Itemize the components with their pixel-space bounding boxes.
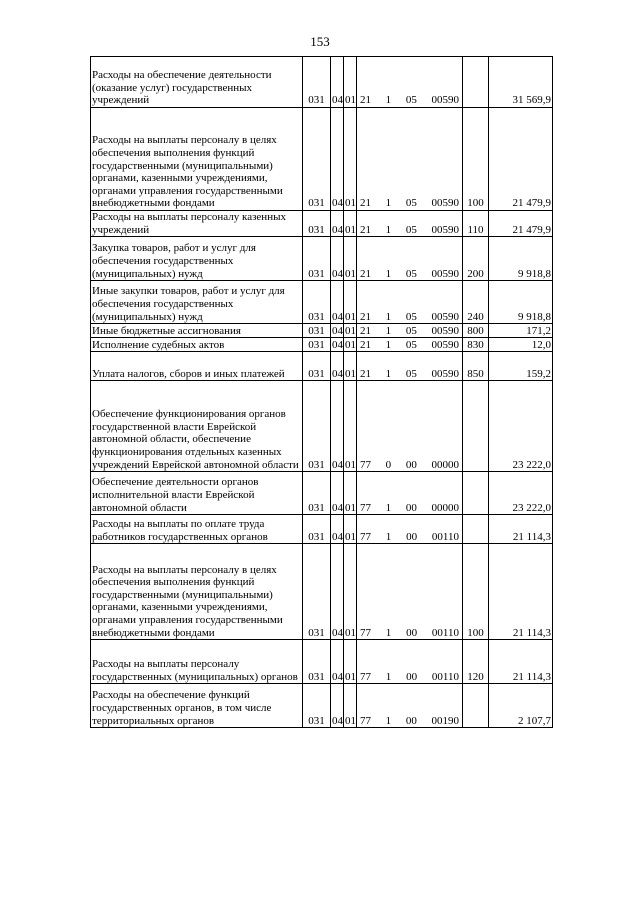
amount: 12,0 bbox=[489, 338, 553, 352]
target-expense-part: 00190 bbox=[431, 714, 459, 727]
target-program-code bbox=[357, 544, 463, 640]
amount: 159,2 bbox=[489, 352, 553, 381]
section-code: 04 bbox=[331, 684, 344, 728]
target-expense-part: 00590 bbox=[431, 94, 459, 107]
table-row bbox=[91, 324, 553, 338]
subsection-code: 01 bbox=[344, 352, 357, 381]
target-subprogram-part: 1 bbox=[385, 310, 392, 323]
admin-code: 031 bbox=[303, 515, 331, 544]
budget-table-body bbox=[91, 57, 553, 728]
target-expense-part: 00590 bbox=[431, 223, 459, 236]
row-description: Иные закупки товаров, работ и услуг для обеспечения государственных (муниципальных) нужд bbox=[91, 281, 303, 324]
table-row bbox=[91, 57, 553, 108]
expense-type-code: 830 bbox=[463, 338, 489, 352]
amount: 9 918,8 bbox=[489, 237, 553, 281]
expense-type-code: 800 bbox=[463, 324, 489, 338]
subsection-code: 01 bbox=[344, 381, 357, 472]
amount: 21 114,3 bbox=[489, 515, 553, 544]
target-program-part: 77 bbox=[360, 714, 371, 727]
row-description: Закупка товаров, работ и услуг для обеспечения государственных (муниципальных) нужд bbox=[91, 237, 303, 281]
row-description: Расходы на выплаты персоналу в целях обеспечения выполнения функций государственными (муниципальными) органами, казенными учреждениями, органами управления государственными внебюджетными фондами bbox=[91, 544, 303, 640]
admin-code: 031 bbox=[303, 281, 331, 324]
row-description: Расходы на обеспечение функций государственных органов, в том числе территориальных органов bbox=[91, 684, 303, 728]
table-row bbox=[91, 211, 553, 237]
table-row bbox=[91, 472, 553, 515]
target-program-code bbox=[357, 211, 463, 237]
target-direction-part: 00 bbox=[405, 501, 417, 514]
section-code: 04 bbox=[331, 108, 344, 211]
admin-code: 031 bbox=[303, 472, 331, 515]
row-description: Расходы на выплаты персоналу в целях обеспечения выполнения функций государственными (муниципальными) органами, казенными учреждениями, органами управления государственными внебюджетными фондами bbox=[91, 108, 303, 211]
subsection-code: 01 bbox=[344, 57, 357, 108]
section-code: 04 bbox=[331, 544, 344, 640]
subsection-code: 01 bbox=[345, 324, 356, 337]
target-direction-part: 05 bbox=[405, 223, 417, 236]
table-row bbox=[91, 281, 553, 324]
row-description: Исполнение судебных актов bbox=[91, 338, 303, 352]
target-expense-part: 00000 bbox=[431, 501, 459, 514]
admin-code: 031 bbox=[303, 237, 331, 281]
row-description: Расходы на выплаты персоналу казенных учреждений bbox=[91, 211, 303, 237]
table-row bbox=[91, 684, 553, 728]
section-code: 04 bbox=[331, 57, 344, 108]
target-program-code bbox=[357, 108, 463, 211]
admin-code: 031 bbox=[303, 57, 331, 108]
admin-code: 031 bbox=[303, 108, 331, 211]
expense-type-code: 100 bbox=[463, 544, 489, 640]
target-program-part: 21 bbox=[360, 197, 371, 210]
target-expense-part: 00590 bbox=[431, 367, 459, 380]
target-program-code bbox=[357, 472, 463, 515]
target-expense-part: 00110 bbox=[431, 670, 459, 683]
target-expense-part: 00590 bbox=[431, 197, 459, 210]
admin-code: 031 bbox=[303, 211, 331, 237]
amount: 21 479,9 bbox=[489, 108, 553, 211]
subsection-code: 01 bbox=[345, 338, 356, 351]
target-program-part: 77 bbox=[360, 530, 371, 543]
admin-code: 031 bbox=[303, 640, 331, 684]
section-code: 04 bbox=[332, 324, 343, 337]
subsection-code: 01 bbox=[344, 108, 357, 211]
expense-type-code bbox=[463, 515, 489, 544]
expense-type-code: 100 bbox=[463, 108, 489, 211]
target-expense-part: 00590 bbox=[431, 310, 459, 323]
expense-type-code bbox=[463, 472, 489, 515]
admin-code: 031 bbox=[303, 684, 331, 728]
target-subprogram-part: 1 bbox=[385, 338, 392, 351]
section-code: 04 bbox=[331, 381, 344, 472]
table-row bbox=[91, 544, 553, 640]
target-program-code bbox=[357, 684, 463, 728]
target-subprogram-part: 1 bbox=[385, 197, 392, 210]
table-row bbox=[91, 515, 553, 544]
target-expense-part: 00590 bbox=[431, 267, 459, 280]
admin-code: 031 bbox=[303, 324, 331, 338]
section-code: 04 bbox=[331, 352, 344, 381]
subsection-code: 01 bbox=[344, 544, 357, 640]
target-direction-part: 05 bbox=[405, 267, 417, 280]
table-row bbox=[91, 352, 553, 381]
table-row bbox=[91, 381, 553, 472]
target-program-code bbox=[357, 338, 463, 352]
admin-code: 031 bbox=[303, 544, 331, 640]
target-program-part: 77 bbox=[360, 626, 371, 639]
target-expense-part: 00110 bbox=[431, 626, 459, 639]
target-program-code bbox=[357, 281, 463, 324]
expense-type-code bbox=[463, 381, 489, 472]
amount: 2 107,7 bbox=[489, 684, 553, 728]
row-description: Расходы на обеспечение деятельности (оказание услуг) государственных учреждений bbox=[91, 57, 303, 108]
target-subprogram-part: 1 bbox=[385, 267, 392, 280]
target-direction-part: 00 bbox=[406, 670, 418, 683]
amount: 23 222,0 bbox=[489, 381, 553, 472]
amount: 171,2 bbox=[489, 324, 553, 338]
target-direction-part: 00 bbox=[405, 458, 417, 471]
target-subprogram-part: 1 bbox=[385, 626, 392, 639]
target-subprogram-part: 1 bbox=[385, 94, 392, 107]
expense-type-code bbox=[463, 684, 489, 728]
expense-type-code: 120 bbox=[463, 640, 489, 684]
row-description: Иные бюджетные ассигнования bbox=[91, 324, 303, 338]
target-direction-part: 05 bbox=[405, 338, 417, 351]
target-program-code bbox=[357, 515, 463, 544]
expense-type-code: 110 bbox=[463, 211, 489, 237]
section-code: 04 bbox=[331, 237, 344, 281]
subsection-code: 01 bbox=[344, 515, 357, 544]
amount: 23 222,0 bbox=[489, 472, 553, 515]
budget-table bbox=[90, 56, 553, 728]
subsection-code: 01 bbox=[344, 684, 357, 728]
table-row bbox=[91, 108, 553, 211]
target-program-part: 21 bbox=[360, 338, 371, 351]
row-description: Расходы на выплаты персоналу государственных (муниципальных) органов bbox=[91, 640, 303, 684]
target-direction-part: 00 bbox=[406, 530, 418, 543]
target-program-part: 77 bbox=[360, 458, 371, 471]
expense-type-code: 200 bbox=[463, 237, 489, 281]
section-code: 04 bbox=[331, 281, 344, 324]
target-expense-part: 00110 bbox=[431, 530, 459, 543]
admin-code: 031 bbox=[303, 338, 331, 352]
expense-type-code: 850 bbox=[463, 352, 489, 381]
expense-type-code bbox=[463, 57, 489, 108]
section-code: 04 bbox=[331, 640, 344, 684]
table-row bbox=[91, 237, 553, 281]
target-program-code bbox=[357, 237, 463, 281]
target-subprogram-part: 1 bbox=[385, 530, 392, 543]
target-program-part: 77 bbox=[360, 501, 371, 514]
section-code: 04 bbox=[331, 472, 344, 515]
target-program-code bbox=[357, 57, 463, 108]
section-code: 04 bbox=[331, 515, 344, 544]
target-program-part: 21 bbox=[360, 324, 371, 337]
target-expense-part: 00590 bbox=[431, 324, 459, 337]
expense-type-code: 240 bbox=[463, 281, 489, 324]
subsection-code: 01 bbox=[344, 281, 357, 324]
table-row bbox=[91, 338, 553, 352]
target-subprogram-part: 1 bbox=[385, 367, 392, 380]
target-direction-part: 05 bbox=[405, 94, 417, 107]
target-subprogram-part: 0 bbox=[385, 458, 392, 471]
target-direction-part: 05 bbox=[405, 324, 417, 337]
amount: 31 569,9 bbox=[489, 57, 553, 108]
target-direction-part: 05 bbox=[405, 310, 417, 323]
amount: 21 114,3 bbox=[489, 640, 553, 684]
amount: 21 114,3 bbox=[489, 544, 553, 640]
row-description: Уплата налогов, сборов и иных платежей bbox=[91, 352, 303, 381]
admin-code: 031 bbox=[303, 381, 331, 472]
target-program-part: 21 bbox=[360, 267, 371, 280]
target-program-code bbox=[357, 352, 463, 381]
target-program-part: 21 bbox=[360, 310, 371, 323]
row-description: Расходы на выплаты по оплате труда работников государственных органов bbox=[91, 515, 303, 544]
section-code: 04 bbox=[331, 211, 344, 237]
target-direction-part: 05 bbox=[405, 197, 417, 210]
amount: 9 918,8 bbox=[489, 281, 553, 324]
target-program-part: 21 bbox=[360, 367, 371, 380]
row-description: Обеспечение функционирования органов государственной власти Еврейской автономной области, обеспечение функционирования отдельных казенных учреждений Еврейской автономной области bbox=[91, 381, 303, 472]
target-program-part: 77 bbox=[360, 670, 371, 683]
section-code: 04 bbox=[332, 338, 343, 351]
subsection-code: 01 bbox=[344, 640, 357, 684]
subsection-code: 01 bbox=[344, 472, 357, 515]
amount: 21 479,9 bbox=[489, 211, 553, 237]
target-program-part: 21 bbox=[360, 94, 371, 107]
target-subprogram-part: 1 bbox=[385, 223, 392, 236]
target-program-part: 21 bbox=[360, 223, 371, 236]
target-expense-part: 00590 bbox=[431, 338, 459, 351]
target-subprogram-part: 1 bbox=[385, 670, 392, 683]
target-expense-part: 00000 bbox=[431, 458, 459, 471]
table-row bbox=[91, 640, 553, 684]
page-number: 153 bbox=[310, 34, 330, 49]
target-direction-part: 00 bbox=[406, 626, 418, 639]
target-program-code bbox=[357, 640, 463, 684]
target-program-code bbox=[357, 324, 463, 338]
target-direction-part: 05 bbox=[405, 367, 417, 380]
target-subprogram-part: 1 bbox=[385, 324, 392, 337]
target-program-code bbox=[357, 381, 463, 472]
admin-code: 031 bbox=[303, 352, 331, 381]
row-description: Обеспечение деятельности органов исполнительной власти Еврейской автономной области bbox=[91, 472, 303, 515]
subsection-code: 01 bbox=[344, 237, 357, 281]
subsection-code: 01 bbox=[344, 211, 357, 237]
target-subprogram-part: 1 bbox=[385, 714, 392, 727]
target-subprogram-part: 1 bbox=[385, 501, 392, 514]
target-direction-part: 00 bbox=[405, 714, 417, 727]
